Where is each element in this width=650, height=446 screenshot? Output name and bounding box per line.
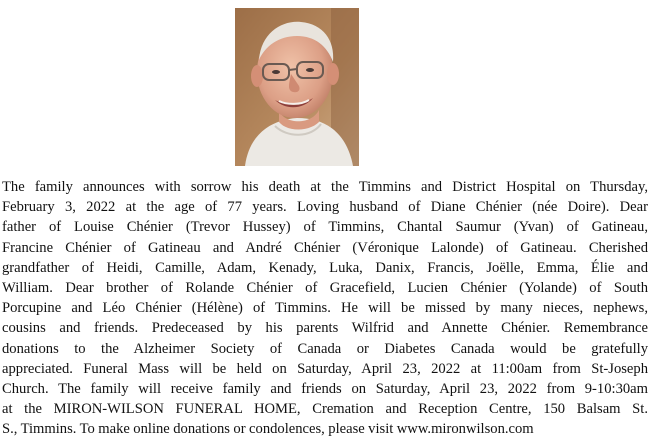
obituary-line: The family announces with sorrow his death at the Timmins and District Hospital on Thursday, <box>2 179 648 195</box>
obituary-line: Francine Chénier of Gatineau and André Chénier (Véronique Lalonde) of Gatineau. Cherished <box>2 239 648 256</box>
obituary-line: February 3, 2022 at the age of 77 years. Loving husband of Diane Chénier (née Doire). Dear <box>2 199 648 216</box>
obituary-text <box>2 177 648 440</box>
obituary-line: father of Louise Chénier (Trevor Hussey) of Timmins, Chantal Saumur (Yvan) of Gatineau, <box>2 219 648 236</box>
obituary-line: at the MIRON-WILSON FUNERAL HOME, Cremation and Reception Centre, 150 Balsam St. <box>2 401 648 418</box>
obituary-line: grandfather of Heidi, Camille, Adam, Kenady, Luka, Danix, Francis, Joëlle, Emma, Élie and <box>2 259 648 276</box>
obituary-line: S., Timmins. To make online donations or condolences, please visit www.mironwilson.com <box>2 421 534 438</box>
obituary-line: appreciated. Funeral Mass will be held on Saturday, April 23, 2022 at 11:00am from St-Joseph <box>2 360 648 377</box>
obituary-line: donations to the Alzheimer Society of Canada or Diabetes Canada would be gratefully <box>2 340 648 357</box>
obituary-line: Porcupine and Léo Chénier (Hélène) of Timmins. He will be missed by many nieces, nephews, <box>2 300 648 317</box>
obituary-line: cousins and friends. Predeceased by his parents Wilfrid and Annette Chénier. Remembrance <box>2 320 648 337</box>
portrait-image <box>235 8 359 166</box>
obituary-line: Church. The family will receive family and friends on Saturday, April 23, 2022 from 9-10:30am <box>2 381 648 398</box>
portrait-photo <box>235 8 359 166</box>
obituary-line: William. Dear brother of Rolande Chénier of Gracefield, Lucien Chénier (Yolande) of South <box>2 280 648 297</box>
